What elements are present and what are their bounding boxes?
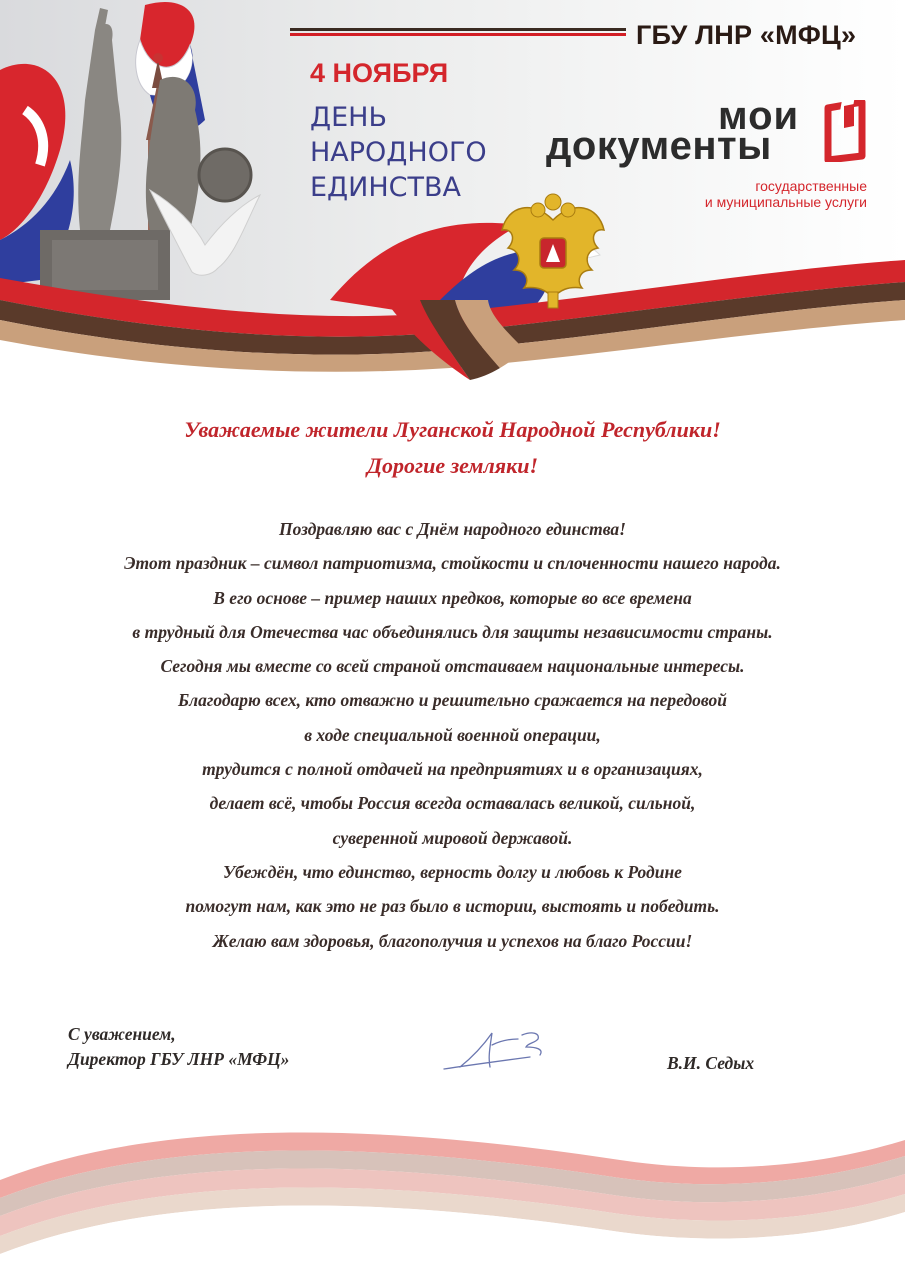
body-line: помогут нам, как это не раз было в истории, выстоять и победить. [185,896,720,917]
body-line: Сегодня мы вместе со всей страной отстаиваем национальные интересы. [160,656,745,677]
signature-icon [440,1025,560,1075]
body-line: Желаю вам здоровья, благополучия и успехов на благо России! [212,930,693,951]
footer-ribbon-icon [0,1120,905,1280]
body-line: В его основе – пример наших предков, которые во все времена [213,587,692,608]
header-divider [290,28,626,36]
holiday-name-line: ЕДИНСТВА [310,172,461,203]
coat-of-arms-icon [498,190,608,310]
signer-name: В.И. Седых [667,1053,755,1073]
brand-subtitle [705,178,867,210]
closing-line: С уважением, [68,1024,176,1044]
body-line: Убеждён, что единство, верность долгу и любовь к Родине [223,861,682,882]
greeting-line: Уважаемые жители Луганской Народной Республики! [184,417,721,442]
closing-line: Директор ГБУ ЛНР «МФЦ» [68,1049,290,1069]
organization-title: ГБУ ЛНР «МФЦ» [636,20,857,50]
holiday-name [310,100,487,205]
brand-name-line1: мои [718,94,800,138]
holiday-date: 4 НОЯБРЯ [310,58,449,88]
brand-subtitle-line: и муниципальные услуги [704,194,867,210]
brand-name-line2: документы [546,124,772,168]
brand-logo-icon [822,100,868,162]
body-line: в ходе специальной военной операции, [304,724,601,745]
body-line: Поздравляю вас с Днём народного единства! [279,519,626,539]
body-line: делает всё, чтобы Россия всегда оставалась великой, сильной, [209,793,696,814]
body-line: Этот праздник – символ патриотизма, стойкости и сплоченности нашего народа. [124,553,781,574]
greeting [0,412,905,484]
letter-body [0,512,905,958]
body-line: суверенной мировой державой. [332,827,573,848]
holiday-name-line: ДЕНЬ [310,102,387,133]
holiday-name-line: НАРОДНОГО [310,137,487,168]
body-line: в трудный для Отечества час объединялись для защиты независимости страны. [132,621,773,642]
body-line: Благодарю всех, кто отважно и решительно сражается на передовой [178,690,727,711]
brand-subtitle-line: государственные [755,178,867,194]
greeting-line: Дорогие земляки! [366,453,539,478]
body-line: трудится с полной отдачей на предприятиях и в организациях, [202,759,703,780]
closing [68,1022,289,1072]
